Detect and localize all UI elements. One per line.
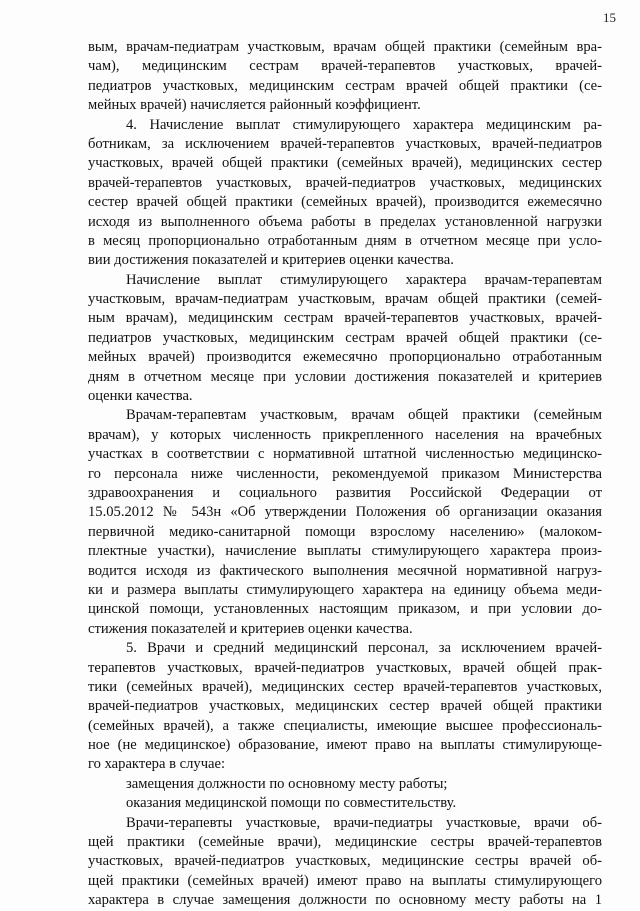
text-line: участковым, врачам-педиатрам участковым, врачам общей практики (семей- bbox=[88, 291, 602, 308]
text-line: характера в случае замещения должности по основному месту работы на 1 bbox=[88, 892, 602, 909]
text-line: плектные участки), начисление выплаты стимулирующего характера произ- bbox=[88, 543, 602, 560]
text-line: Начисление выплат стимулирующего характера врачам-терапевтам bbox=[126, 271, 602, 288]
text-line: в месяц пропорционально отработанным дням в отчетном месяце при усло- bbox=[88, 232, 602, 249]
text-line: мейных врачей) начисляется районный коэффициент. bbox=[88, 97, 421, 114]
page-number: 15 bbox=[603, 10, 616, 25]
text-line: сестер врачей общей практики (семейных врачей), производится ежемесячно bbox=[88, 194, 602, 211]
text-line: терапевтов участковых, врачей-педиатров участковых, врачей общей прак- bbox=[88, 659, 602, 676]
text-line: чам), медицинским сестрам врачей-терапевтов участковых, врачей- bbox=[88, 58, 602, 75]
text-line: мейных врачей) производится ежемесячно пропорционально отработанным bbox=[88, 349, 602, 366]
text-line: щей практики (семейных врачей) имеют право на выплаты стимулирующего bbox=[88, 872, 602, 889]
text-line: педиатров участковых, медицинским сестрам врачей общей практики (се- bbox=[88, 77, 602, 94]
text-line: вым, врачам-педиатрам участковым, врачам общей практики (семейным вра- bbox=[88, 39, 602, 55]
text-line: Врачам-терапевтам участковым, врачам общей практики (семейным bbox=[126, 407, 602, 424]
body-text bbox=[88, 38, 602, 911]
text-line: (семейных врачей), а также специалисты, имеющие высшее профессиональ- bbox=[88, 717, 602, 734]
text-line: врачей-педиатров участковых, медицинских сестер врачей общей практики bbox=[88, 698, 602, 715]
text-line: ки и размера выплаты стимулирующего характера на единицу объема меди- bbox=[88, 581, 602, 598]
text-line: 4. Начисление выплат стимулирующего характера медицинским ра- bbox=[126, 116, 602, 133]
text-line: врачам), у которых численность прикрепленного населения на врачебных bbox=[88, 426, 602, 443]
text-line: замещения должности по основному месту работы; bbox=[126, 775, 448, 792]
text-line: водится исходя из фактического выполнения месячной нормативной нагруз- bbox=[88, 562, 602, 579]
text-line: стижения показателей и критериев оценки качества. bbox=[88, 620, 413, 637]
text-line: педиатров участковых, медицинским сестрам врачей общей практики (се- bbox=[88, 329, 602, 346]
text-line: оценки качества. bbox=[88, 388, 193, 405]
text-line: ное (не медицинское) образование, имеют право на выплаты стимулирующе- bbox=[88, 737, 602, 754]
text-line: исходя из выполненного объема работы в пределах установленной нагрузки bbox=[88, 213, 602, 230]
text-line: тики (семейных врачей), медицинских сестер врачей-терапевтов участковых, bbox=[88, 678, 602, 695]
text-line: вии достижения показателей и критериев оценки качества. bbox=[88, 252, 454, 269]
text-line: го персонала ниже численности, рекомендуемой приказом Министерства bbox=[88, 465, 602, 482]
text-line: ботникам, за исключением врачей-терапевтов участковых, врачей-педиатров bbox=[88, 135, 602, 152]
text-line: врачей-терапевтов участковых, врачей-педиатров участковых, медицинских bbox=[88, 174, 602, 191]
text-line: цинской помощи, установленных настоящим приказом, и при условии до- bbox=[88, 601, 602, 618]
text-line: ным врачам), медицинским сестрам врачей-терапевтов участковых, врачей- bbox=[88, 310, 602, 327]
text-line: го характера в случае: bbox=[88, 756, 226, 773]
text-line: щей практики (семейные врачи), медицинские сестры врачей-терапевтов bbox=[88, 834, 602, 851]
text-line: дням в отчетном месяце при условии достижения показателей и критериев bbox=[88, 368, 602, 385]
text-line: Врачи-терапевты участковые, врачи-педиатры участковые, врачи об- bbox=[126, 814, 602, 831]
text-line: оказания медицинской помощи по совместительству. bbox=[126, 795, 457, 812]
text-line: участковых, врачей-педиатров участковых, медицинские сестры врачей об- bbox=[88, 853, 602, 870]
text-line: участках в соответствии с нормативной штатной численностью медицинско- bbox=[88, 446, 602, 463]
text-line: участковых, врачей общей практики (семейных врачей), медицинских сестер bbox=[88, 155, 602, 172]
text-line: 15.05.2012 № 543н «Об утверждении Положения об организации оказания bbox=[88, 504, 602, 521]
text-line: первичной медико-санитарной помощи взрослому населению» (малоком- bbox=[88, 523, 602, 540]
text-line: 5. Врачи и средний медицинский персонал, за исключением врачей- bbox=[126, 640, 602, 657]
text-line: здравоохранения и социального развития Российской Федерации от bbox=[88, 484, 602, 501]
